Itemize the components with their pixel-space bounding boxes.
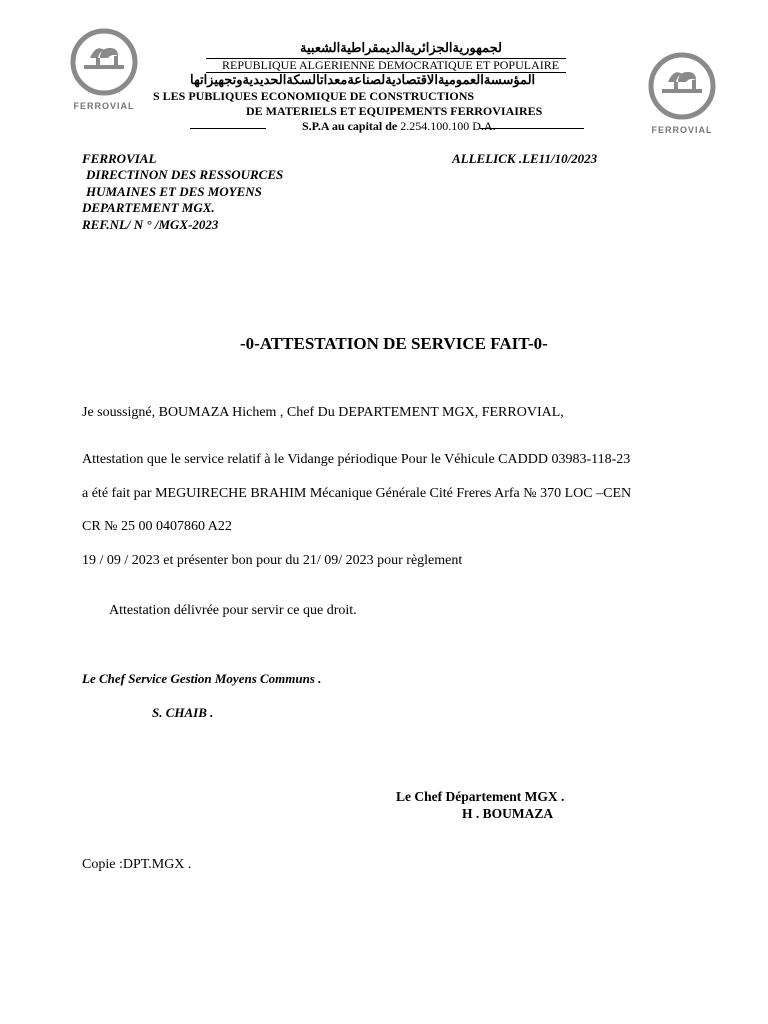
- capital-line: [302, 119, 496, 134]
- body-line-5: 19 / 09 / 2023 et présenter bon pour du 21/ 09/ 2023 pour règlement: [82, 553, 463, 568]
- arabic-republic-line: لجمهوريةالجزائريةالديمقراطيةالشعبية: [300, 40, 502, 55]
- body-line-4: CR № 25 00 0407860 A22: [82, 519, 232, 534]
- logo-label-left: FERROVIAL: [73, 101, 135, 111]
- ref-department: DEPARTEMENT MGX.: [82, 200, 215, 215]
- body-line-2: Attestation que le service relatif à le Vidange périodique Pour le Véhicule CADDD 03983-118-23: [82, 452, 631, 467]
- ferrovial-emblem-icon: [70, 28, 138, 96]
- french-company-line2: DE MATERIELS ET EQUIPEMENTS FERROVIAIRES: [246, 104, 543, 118]
- logo-label-right: FERROVIAL: [651, 125, 713, 135]
- dept-chief-name: H . BOUMAZA: [462, 806, 554, 821]
- capital-amount: 2.254.100.100 D.A.: [400, 119, 496, 133]
- ferrovial-logo-right: [644, 52, 720, 135]
- dept-chief-title: Le Chef Département MGX .: [396, 789, 565, 804]
- place-date: ALLELICK .LE11/10/2023: [452, 151, 598, 166]
- ref-number: REF.NL/ N ° /MGX-2023: [82, 217, 219, 232]
- copy-line: Copie :DPT.MGX .: [82, 857, 192, 872]
- capital-label: S.P.A au capital de: [302, 119, 398, 133]
- ferrovial-logo-left: [66, 28, 142, 111]
- service-chief-title: Le Chef Service Gestion Moyens Communs .: [82, 671, 322, 686]
- ref-direction-line1: DIRECTINON DES RESSOURCES: [86, 167, 284, 182]
- body-line-3: a été fait par MEGUIRECHE BRAHIM Mécanique Générale Cité Freres Arfa № 370 LOC –CEN: [82, 486, 632, 501]
- ref-company: FERROVIAL: [82, 151, 157, 166]
- body-line-6: Attestation délivrée pour servir ce que droit.: [109, 603, 357, 618]
- french-republic-line: REPUBLIQUE ALGERIENNE DEMOCRATIQUE ET POPULAIRE: [222, 58, 560, 72]
- document-title: -0-ATTESTATION DE SERVICE FAIT-0-: [240, 334, 548, 353]
- service-chief-name: S. CHAIB .: [152, 705, 214, 720]
- arabic-company-line: المؤسسةالعموميةالاقتصاديةلصناعةمعداتالسكةالحديديةوتجهيزاتها: [190, 72, 536, 87]
- body-line-1: Je soussigné, BOUMAZA Hichem , Chef Du DEPARTEMENT MGX, FERROVIAL,: [82, 405, 564, 420]
- ferrovial-emblem-icon: [648, 52, 716, 120]
- french-company-line1: S LES PUBLIQUES ECONOMIQUE DE CONSTRUCTIONS: [153, 89, 475, 103]
- ref-direction-line2: HUMAINES ET DES MOYENS: [86, 184, 262, 199]
